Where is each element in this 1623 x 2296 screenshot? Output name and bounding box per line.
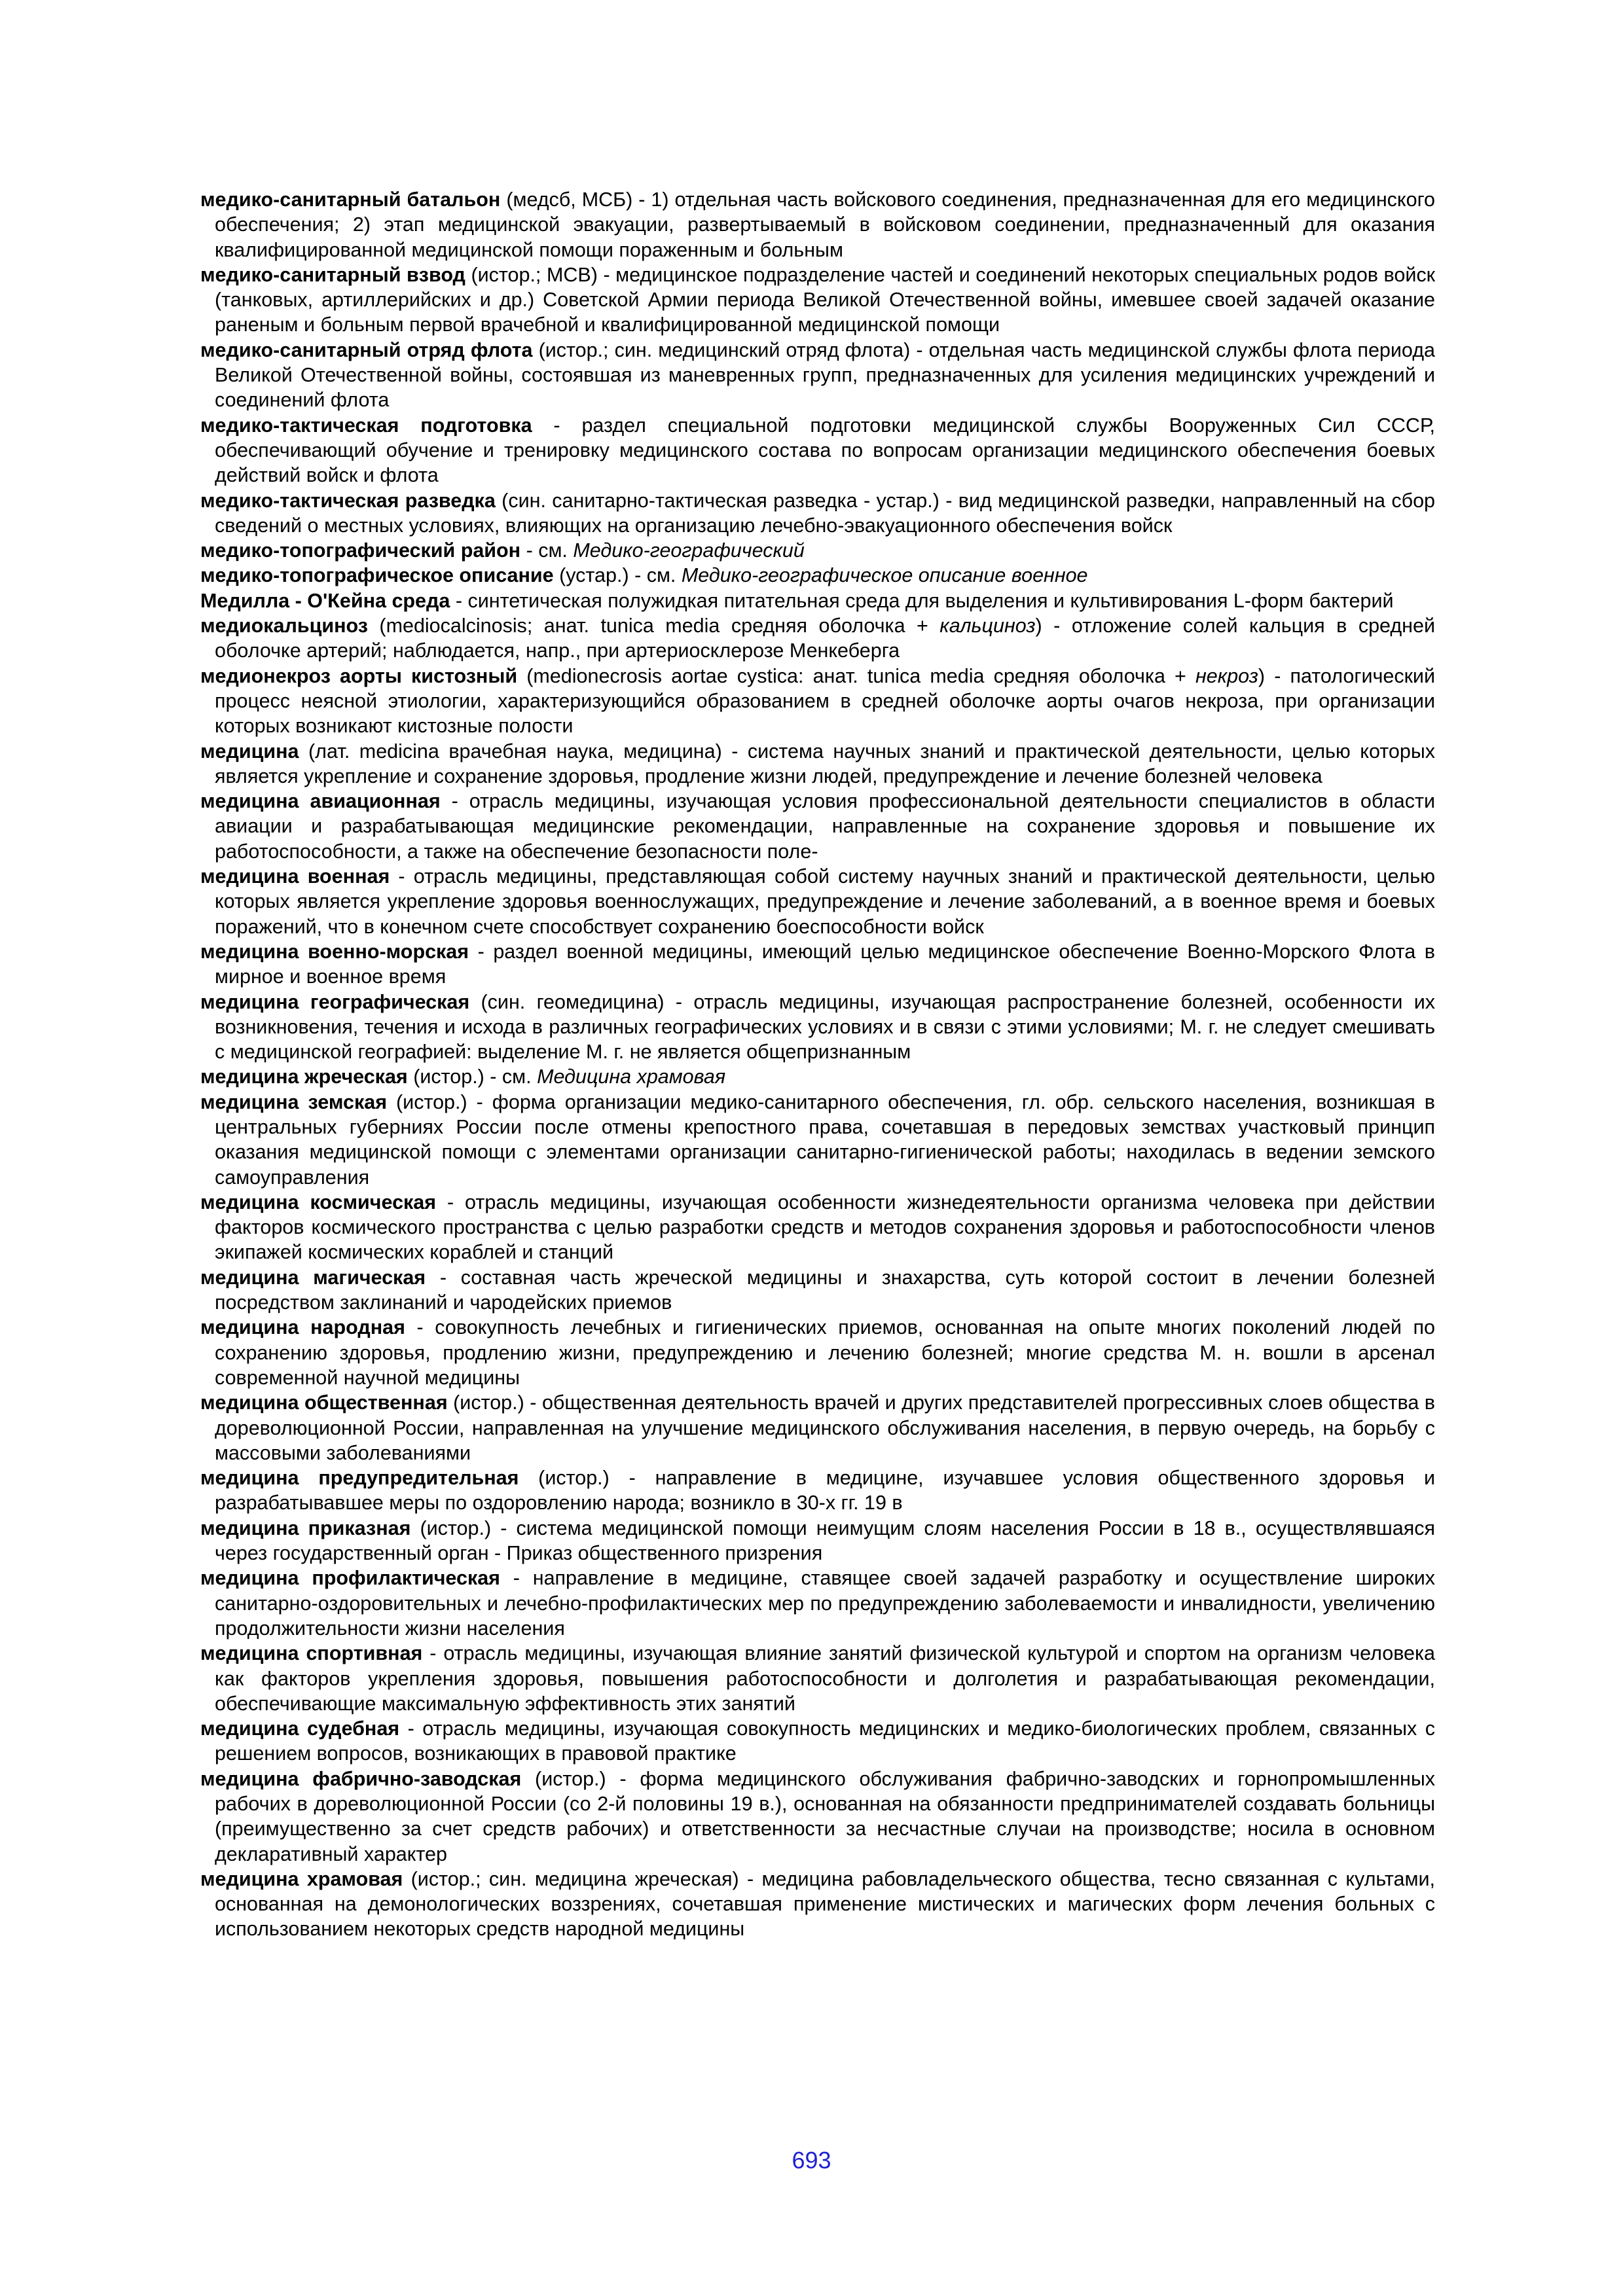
entry-term: медицина магическая (200, 1266, 426, 1289)
entry-cross-reference: Медико-географический (573, 539, 805, 562)
dictionary-entry (200, 488, 1435, 539)
entry-term: Медилла - О'Кейна среда (200, 589, 450, 612)
entry-term: медиокальциноз (200, 615, 368, 637)
entry-term: медицина (200, 740, 299, 762)
entry-term: медицина судебная (200, 1717, 400, 1740)
dictionary-entry (200, 538, 1435, 563)
entry-term: медицина предупредительная (200, 1467, 519, 1490)
dictionary-entry (200, 1315, 1435, 1390)
entry-definition: - отрасль медицины, изучающая влияние занятий физической культурой и спортом на организм человека как факторов укрепления здоровья, повышения работоспособности и долголетия и разрабатывающая рекомендации, обеспечивающие максимальную эффективность этих занятий (215, 1642, 1435, 1715)
entry-term: медико-топографическое описание (200, 564, 554, 587)
entry-term: медицина фабрично-заводская (200, 1767, 522, 1790)
dictionary-entry (200, 1767, 1435, 1867)
entry-cross-reference: Медицина храмовая (537, 1066, 726, 1088)
dictionary-entry (200, 864, 1435, 939)
dictionary-entry (200, 664, 1435, 739)
entry-list (200, 187, 1435, 1942)
entry-definition-continued: ) - отложение солей кальция в средней оболочке артерий; наблюдается, напр., при артериосклерозе Менкеберга (215, 615, 1435, 662)
dictionary-entry (200, 338, 1435, 413)
entry-definition: (лат. medicina врачебная наука, медицина) - система научных знаний и практической деятельности, целью которых является укрепление и сохранение здоровья, продление жизни людей, предупреждение и лечение болезней человека (215, 740, 1435, 787)
entry-term: медицина приказная (200, 1516, 411, 1539)
entry-term: медико-тактическая подготовка (200, 414, 532, 437)
dictionary-entry (200, 1516, 1435, 1566)
dictionary-entry (200, 1641, 1435, 1716)
entry-term: медико-санитарный взвод (200, 263, 465, 286)
entry-definition: (истор.; МСВ) - медицинское подразделение частей и соединений некоторых специальных родов войск (танковых, артиллерийских и др.) Советской Армии периода Великой Отечественной войны, имевшее своей задачей оказание раненым и больным первой врачебной и квалифицированной медицинской помощи (215, 263, 1435, 336)
entry-term: медицина географическая (200, 990, 470, 1013)
entry-definition-continued: ) - патологический процесс неясной этиологии, характеризующийся образованием в средней оболочке аорты очагов некроза, при организации которых возникают кистозные полости (215, 664, 1436, 738)
entry-term: медицина общественная (200, 1391, 448, 1414)
entry-definition: - отрасль медицины, изучающая особенности жизнедеятельности организма человека при действии факторов космического пространства с целью разработки средств и методов сохранения здоровья и работоспособности членов экипажей космических кораблей и станций (215, 1191, 1435, 1264)
dictionary-entry (200, 262, 1435, 338)
entry-definition: - совокупность лечебных и гигиенических приемов, основанная на опыте многих поколений людей по сохранению здоровья, продлению жизни, предупреждению и лечению болезней; многие средства М. н. вошли в арсенал современной научной медицины (215, 1316, 1435, 1389)
entry-term: медико-санитарный батальон (200, 188, 501, 211)
entry-definition: - отрасль медицины, изучающая условия профессиональной деятельности специалистов в области авиации и разрабатывающая медицинские рекомендации, направленные на сохранение здоровья и повышение их работоспособности, а также на обеспечение безопасности поле- (215, 790, 1435, 863)
entry-definition: (mediocalcinosis; анат. tunica media средняя оболочка + (367, 615, 940, 637)
entry-definition: - раздел военной медицины, имеющий целью медицинское обеспечение Военно-Морского Флота в мирное и военное время (215, 940, 1435, 988)
entry-term: медицина храмовая (200, 1867, 403, 1890)
entry-term: медико-санитарный отряд флота (200, 338, 533, 361)
entry-term: медицина земская (200, 1090, 387, 1113)
dictionary-entry (200, 1716, 1435, 1767)
entry-definition: (син. санитарно-тактическая разведка - устар.) - вид медицинской разведки, направленный на сбор сведений о местных условиях, влияющих на организацию лечебно-эвакуационного обеспечения войск (215, 489, 1436, 537)
entry-term: медицина профилактическая (200, 1567, 500, 1590)
entry-definition: - синтетическая полужидкая питательная среда для выделения и культивирования L-форм бактерий (450, 589, 1394, 612)
entry-definition: (истор.) - общественная деятельность врачей и других представителей прогрессивных слоев общества в дореволюционной России, направленная на улучшение медицинского обслуживания населения, в первую очередь, на борьбу с массовыми заболеваниями (215, 1391, 1436, 1464)
entry-term: медицина жреческая (200, 1066, 408, 1088)
entry-definition: - составная часть жреческой медицины и знахарства, суть которой состоит в лечении болезней посредством заклинаний и чародейских приемов (215, 1266, 1435, 1314)
dictionary-entry (200, 1190, 1435, 1265)
entry-term: медицина спортивная (200, 1642, 423, 1665)
entry-definition: (истор.) - направление в медицине, изучавшее условия общественного здоровья и разрабатывавшее меры по оздоровлению народа; возникло в 30-х гг. 19 в (215, 1467, 1435, 1515)
entry-cross-reference: кальциноз (939, 615, 1036, 637)
entry-definition: - отрасль медицины, изучающая совокупность медицинских и медико-биологических проблем, связанных с решением вопросов, возникающих в правовой практике (215, 1717, 1435, 1765)
entry-definition: (истор.) - форма организации медико-санитарного обеспечения, гл. обр. сельского населения, возникшая в центральных губерниях России после отмены крепостного права, сочетавшая в передовых земствах участковый принцип оказания медицинской помощи с элементами организации санитарно-гигиенической работы; находилась в ведении земского самоуправления (215, 1090, 1435, 1189)
entry-definition: (истор.) - форма медицинского обслуживания фабрично-заводских и горнопромышленных рабочих в дореволюционной России (со 2-й половины 19 в.), основанная на обязанности предпринимателей создавать больницы (преимущественно за счет средств рабочих) и ответственности за несчастные случаи на производстве; носила в основном декларативный характер (215, 1767, 1435, 1865)
entry-cross-reference: Медико-географическое описание военное (681, 564, 1088, 587)
dictionary-entry (200, 413, 1435, 488)
dictionary-entry (200, 739, 1435, 789)
entry-definition: (истор.) - система медицинской помощи неимущим слоям населения России в 18 в., осуществлявшаяся через государственный орган - Приказ общественного призрения (215, 1516, 1435, 1565)
dictionary-entry (200, 563, 1435, 588)
dictionary-entry (200, 789, 1435, 864)
entry-term: медионекроз аорты кистозный (200, 664, 518, 687)
entry-cross-reference: некроз (1195, 664, 1258, 687)
entry-definition: (син. геомедицина) - отрасль медицины, изучающая распространение болезней, особенности их возникновения, течения и исхода в различных географических условиях и в связи с этими условиями; М. г. не следует смешивать с медицинской географией: выделение М. г. не является общепризнанным (215, 990, 1435, 1064)
dictionary-entry (200, 1566, 1435, 1641)
entry-definition: (medionecrosis aortae cystica: анат. tunica media средняя оболочка + (517, 664, 1195, 687)
entry-definition: - см. (520, 539, 574, 562)
entry-term: медицина космическая (200, 1191, 437, 1213)
entry-term: медико-топографический район (200, 539, 521, 562)
entry-definition: (медсб, МСБ) - 1) отдельная часть войскового соединения, предназначенная для его медицинского обеспечения; 2) этап медицинской эвакуации, развертываемый в войсковом соединении, предназначенный для оказания квалифицированной медицинской помощи пораженным и больным (215, 188, 1435, 261)
dictionary-entry (200, 187, 1435, 262)
dictionary-entry (200, 990, 1435, 1065)
entry-term: медицина народная (200, 1316, 405, 1339)
entry-definition: - направление в медицине, ставящее своей задачей разработку и осуществление широких санитарно-оздоровительных и лечебно-профилактических мер по предупреждению заболеваемости и инвалидности, увеличению продолжительности жизни населения (215, 1567, 1435, 1640)
dictionary-entry (200, 1265, 1435, 1316)
page-number: 693 (792, 2147, 831, 2174)
dictionary-entry (200, 1867, 1435, 1942)
dictionary-entry (200, 1064, 1435, 1089)
entry-definition: (истор.) - см. (407, 1066, 538, 1088)
entry-definition: (устар.) - см. (553, 564, 682, 587)
entry-term: медицина авиационная (200, 790, 441, 813)
entry-term: медицина военно-морская (200, 940, 469, 963)
entry-term: медико-тактическая разведка (200, 489, 496, 512)
dictionary-entry (200, 613, 1435, 664)
entry-term: медицина военная (200, 865, 390, 888)
dictionary-entry (200, 939, 1435, 990)
dictionary-entry (200, 1090, 1435, 1190)
entry-definition: (истор.; син. медицина жреческая) - медицина рабовладельческого общества, тесно связанная с культами, основанная на демонологических воззрениях, сочетавшая применение мистических и магических форм лечения больных с использованием некоторых средств народной медицины (215, 1867, 1435, 1941)
entry-definition: - раздел специальной подготовки медицинской службы Вооруженных Сил СССР, обеспечивающий обучение и тренировку медицинского состава по вопросам организации медицинского обеспечения боевых действий войск и флота (215, 414, 1435, 487)
dictionary-entry (200, 588, 1435, 613)
entry-definition: (истор.; син. медицинский отряд флота) - отдельная часть медицинской службы флота периода Великой Отечественной войны, состоявшая из маневренных групп, предназначенных для усиления медицинских учреждений и соединений флота (215, 338, 1435, 412)
dictionary-entry (200, 1465, 1435, 1516)
dictionary-entry (200, 1390, 1435, 1465)
entry-definition: - отрасль медицины, представляющая собой систему научных знаний и практической деятельности, целью которых является укрепление здоровья военнослужащих, предупреждение и лечение заболеваний, а в военное время и боевых поражений, что в конечном счете способствует сохранению боеспособности войск (215, 865, 1435, 938)
